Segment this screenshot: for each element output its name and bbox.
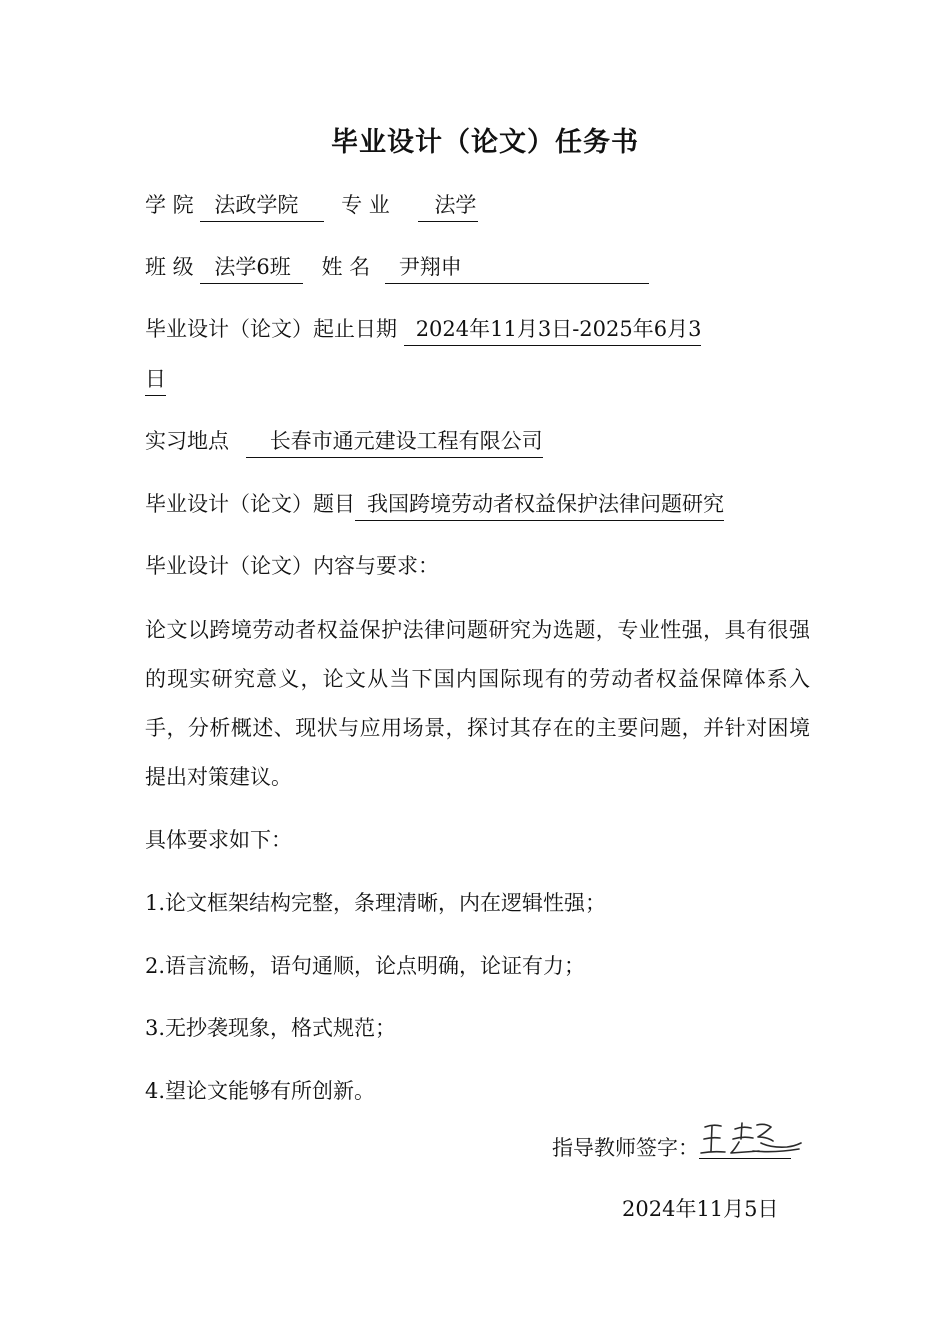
topic-row (145, 489, 724, 521)
sign-date: 2024年11月5日 (622, 1197, 779, 1221)
class-name-row (145, 252, 649, 284)
page-title: 毕业设计（论文）任务书 (331, 127, 639, 158)
class-label: 班 级 (145, 255, 194, 279)
requirement-item-4: 4.望论文能够有所创新。 (145, 1079, 376, 1103)
requirement-item-2: 2.语言流畅，语句通顺，论点明确，论证有力； (145, 954, 586, 978)
college-label: 学 院 (145, 193, 194, 217)
signature-row (552, 1121, 791, 1163)
period-label: 毕业设计（论文）起止日期 (145, 317, 397, 341)
signature-label: 指导教师签字： (552, 1136, 699, 1160)
period-value-continued: 日 (145, 364, 166, 396)
signature-area (699, 1121, 791, 1163)
college-major-row (145, 190, 478, 222)
internship-row (145, 426, 543, 458)
handwritten-signature (695, 1115, 805, 1161)
class-value: 法学6班 (200, 252, 302, 284)
name-value: 尹翔申 (385, 252, 649, 284)
college-value: 法政学院 (200, 190, 324, 222)
content-paragraph: 论文以跨境劳动者权益保护法律问题研究为选题，专业性强，具有很强的现实研究意义，论文从当下国内国际现有的劳动者权益保障体系入手，分析概述、现状与应用场景，探讨其存在的主要问题，并针对困境提出对策建议。 (145, 618, 810, 789)
period-row (145, 314, 701, 346)
major-value: 法学 (418, 190, 478, 222)
content-label: 毕业设计（论文）内容与要求： (145, 554, 439, 578)
internship-label: 实习地点 (145, 429, 229, 453)
requirements-heading: 具体要求如下： (145, 828, 292, 852)
period-value: 2024年11月3日-2025年6月3 (404, 314, 702, 346)
major-label: 专 业 (341, 193, 390, 217)
period-row-wrap (145, 364, 166, 396)
signature-underline (699, 1158, 791, 1159)
internship-value: 长春市通元建设工程有限公司 (246, 426, 543, 458)
topic-label: 毕业设计（论文）题目 (145, 492, 355, 516)
name-label: 姓 名 (321, 255, 371, 279)
requirement-item-1: 1.论文框架结构完整，条理清晰，内在逻辑性强； (145, 891, 607, 915)
requirement-item-3: 3.无抄袭现象，格式规范； (145, 1016, 397, 1040)
topic-value: 我国跨境劳动者权益保护法律问题研究 (355, 489, 724, 521)
